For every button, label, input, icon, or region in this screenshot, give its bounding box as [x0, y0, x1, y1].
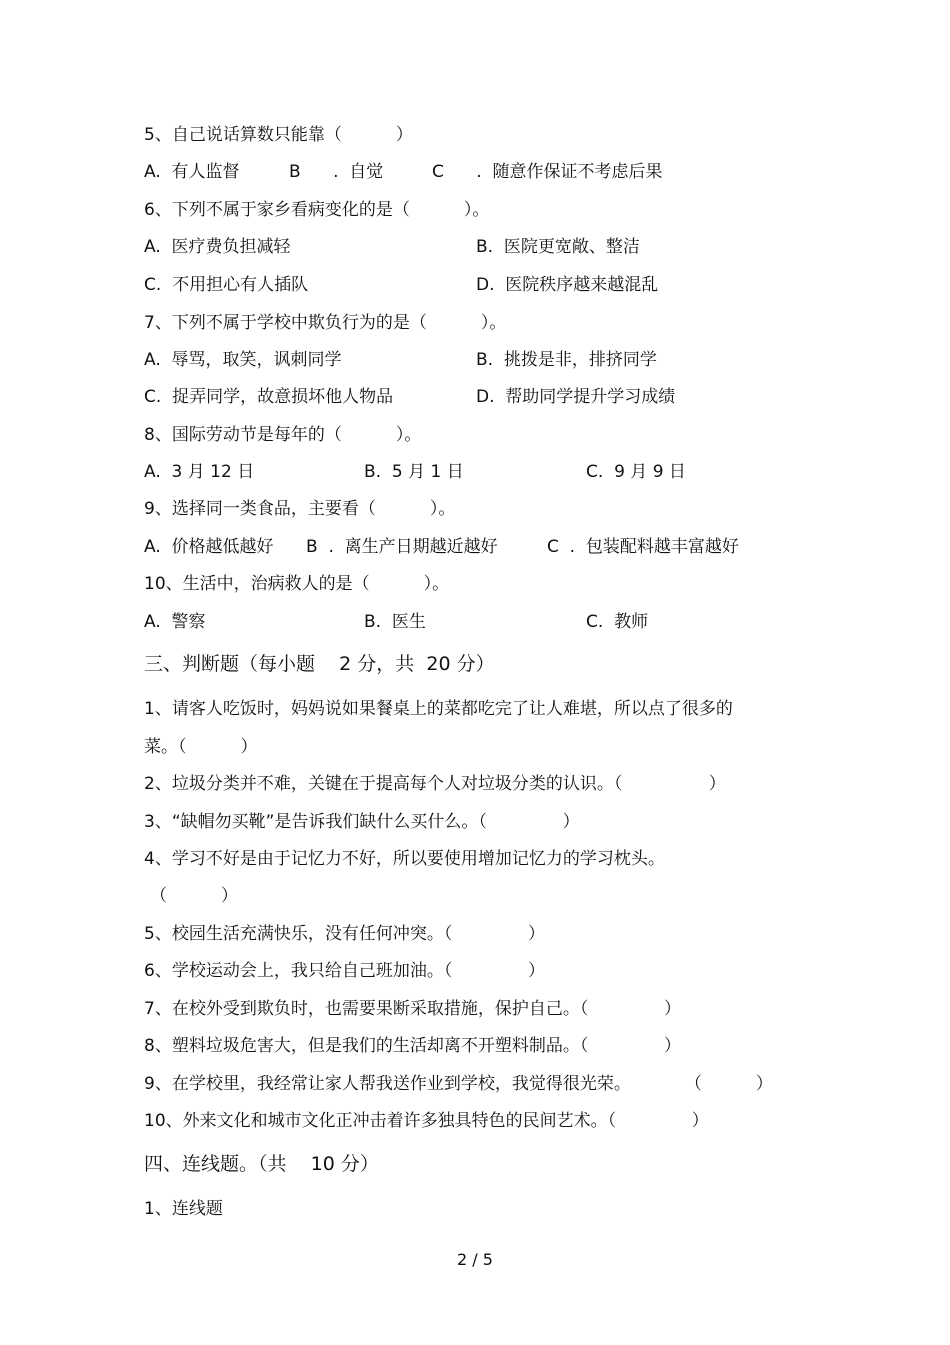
judgment-item-10: 10、外来文化和城市文化正冲击着许多独具特色的民间艺术。（ ） [144, 1111, 709, 1131]
question-6-stem: 6、下列不属于家乡看病变化的是（ ）。 [144, 200, 490, 220]
question-7-option-c: C. 捉弄同学，故意损坏他人物品 [144, 387, 394, 407]
judgment-item-4: 4、学习不好是由于记忆力不好，所以要使用增加记忆力的学习枕头。 [144, 849, 665, 869]
question-7-stem: 7、下列不属于学校中欺负行为的是（ ）。 [144, 313, 507, 333]
matching-item-1: 1、连线题 [144, 1199, 223, 1219]
page-number: 2 / 5 [457, 1250, 493, 1269]
question-5-option-a: A. 有人监督 [144, 162, 240, 182]
section-4-title: 四、连线题。（共 10 分） [144, 1153, 379, 1175]
judgment-item-1-cont: 菜。（ ） [144, 737, 258, 757]
question-6-option-b: B. 医院更宽敞、整洁 [476, 237, 640, 257]
question-8-option-c: C. 9 月 9 日 [586, 462, 686, 482]
question-10-option-a: A. 警察 [144, 612, 206, 632]
question-7-option-a: A. 辱骂，取笑，讽刺同学 [144, 350, 342, 370]
question-8-option-a: A. 3 月 12 日 [144, 462, 255, 482]
question-5-option-b: B . 自觉 [289, 162, 384, 182]
judgment-item-6: 6、学校运动会上，我只给自己班加油。（ ） [144, 961, 545, 981]
question-9-stem: 9、选择同一类食品，主要看（ ）。 [144, 499, 456, 519]
question-6-option-a: A. 医疗费负担减轻 [144, 237, 291, 257]
question-9-option-c: C . 包装配料越丰富越好 [547, 537, 739, 557]
judgment-item-4-cont: （ ） [150, 886, 239, 906]
judgment-item-1: 1、请客人吃饭时，妈妈说如果餐桌上的菜都吃完了让人难堪，所以点了很多的 [144, 699, 733, 719]
question-10-stem: 10、生活中，治病救人的是（ ）。 [144, 574, 450, 594]
judgment-item-8: 8、塑料垃圾危害大，但是我们的生活却离不开塑料制品。（ ） [144, 1036, 681, 1056]
judgment-item-2: 2、垃圾分类并不难，关键在于提高每个人对垃圾分类的认识。（ ） [144, 774, 726, 794]
question-9-option-b: B . 离生产日期越近越好 [306, 537, 498, 557]
judgment-item-3: 3、“缺帽勿买靴”是告诉我们缺什么买什么。（ ） [144, 812, 580, 832]
judgment-item-7: 7、在校外受到欺负时，也需要果断采取措施，保护自己。（ ） [144, 999, 681, 1019]
question-5-option-c: C . 随意作保证不考虑后果 [432, 162, 663, 182]
question-10-option-c: C. 教师 [586, 612, 649, 632]
question-10-option-b: B. 医生 [364, 612, 426, 632]
judgment-item-5: 5、校园生活充满快乐，没有任何冲突。（ ） [144, 924, 545, 944]
question-8-option-b: B. 5 月 1 日 [364, 462, 464, 482]
question-8-stem: 8、国际劳动节是每年的（ ）。 [144, 425, 422, 445]
question-6-option-c: C. 不用担心有人插队 [144, 275, 309, 295]
question-9-option-a: A. 价格越低越好 [144, 537, 274, 557]
section-3-title: 三、判断题（每小题 2 分，共 20 分） [144, 653, 495, 675]
question-7-option-b: B. 挑拨是非，排挤同学 [476, 350, 657, 370]
judgment-item-9: 9、在学校里，我经常让家人帮我送作业到学校，我觉得很光荣。 （ ） [144, 1074, 773, 1094]
question-5-stem: 5、自己说话算数只能靠（ ） [144, 125, 413, 145]
question-6-option-d: D. 医院秩序越来越混乱 [476, 275, 659, 295]
question-7-option-d: D. 帮助同学提升学习成绩 [476, 387, 676, 407]
